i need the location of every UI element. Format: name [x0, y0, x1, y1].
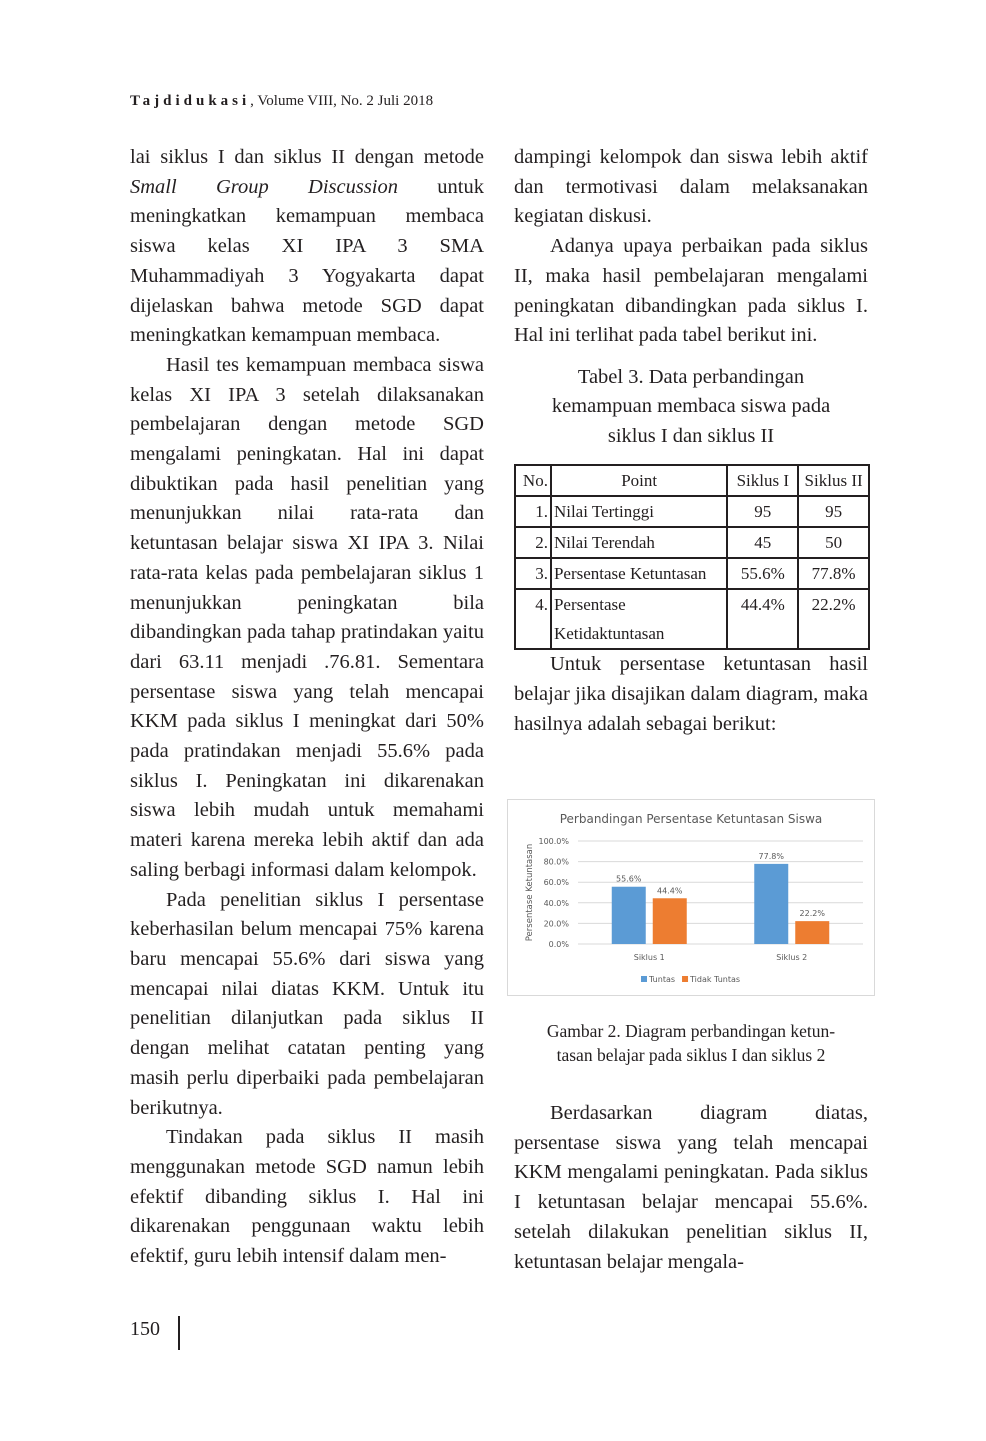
header-siklus-2: Siklus II — [798, 465, 869, 496]
bar — [653, 898, 687, 944]
running-head — [130, 93, 433, 110]
paragraph-5: dampingi kelompok dan siswa lebih aktif dan termotivasi dalam melaksanakan kegiatan diskusi. — [514, 146, 868, 228]
y-tick-label: 100.0% — [538, 837, 569, 846]
y-tick-label: 60.0% — [543, 878, 569, 888]
paragraph-3: Pada penelitian siklus I persentase keberhasilan belum mencapai 75% karena baru mencapai 55.6% dari siswa yang mencapai nilai diatas KKM. Untuk itu penelitian dilanjutkan pada siklus II dengan melihat catatan penting yang masih perlu diperbaiki pada pembelajaran berikutnya. — [130, 888, 484, 1119]
page-number-rule — [178, 1316, 180, 1350]
bar — [612, 887, 646, 944]
y-tick-label: 40.0% — [543, 898, 569, 908]
page-number: 150 — [130, 1318, 160, 1340]
table-row: 3. Persentase Ketuntasan 55.6% 77.8% — [515, 558, 869, 589]
legend-label: Tuntas — [649, 975, 676, 984]
y-axis-label: Persentase Ketuntasan — [525, 843, 535, 942]
comparison-table — [514, 464, 870, 650]
paragraph-4: Tindakan pada siklus II masih menggunakan metode SGD namun lebih efektif dibanding siklus I. Hal ini dikarenakan penggunaan waktu lebih efektif, guru lebih intensif dalam men- — [130, 1126, 484, 1268]
bar — [795, 921, 829, 944]
bar — [754, 864, 788, 944]
x-tick-label: Siklus 1 — [633, 953, 665, 962]
left-column — [130, 143, 484, 1272]
journal-name: Tajdidukasi — [130, 93, 251, 109]
paragraph-1: lai siklus I dan siklus II dengan metode Small Group Discussion untuk meningkatkan kemampuan membaca siswa kelas XI IPA 3 SMA Muhammadiyah 3 Yogyakarta dapat dijelaskan bahwa metode SGD dapat meningkatkan kemampuan membaca. — [130, 146, 484, 347]
table-row: 4. Persentase Ketidaktuntasan 44.4% 22.2% — [515, 589, 869, 649]
paragraph-2: Hasil tes kemampuan membaca siswa kelas XI IPA 3 setelah dilaksanakan pembelajaran dengan metode SGD mengalami peningkatan. Hal ini dapat dibuktikan pada hasil penelitian yang menunjukkan nilai rata-rata dan ketuntasan belajar siswa XI IPA 3. Nilai rata-rata kelas pada pembelajaran siklus 1 menunjukkan peningkatan bila dibandingkan pada tahap pratindakan yaitu dari 63.11 menjadi .76.81. Sementara persentase siswa yang telah mencapai KKM pada siklus I meningkat dari 50% pada pratindakan menjadi 55.6% pada siklus I. Peningkatan ini dikarenakan siswa lebih mudah untuk memahami materi karena mereka lebih aktif dan ada saling berbagi informasi dalam kelompok. — [130, 353, 484, 881]
table-header-row — [515, 465, 869, 496]
legend-swatch — [682, 976, 688, 982]
table-row: 2. Nilai Terendah 45 50 — [515, 527, 869, 558]
right-column-continued — [514, 1099, 868, 1277]
y-tick-label: 80.0% — [543, 857, 569, 867]
paragraph-7: Untuk persentase ketuntasan hasil belajar jika disajikan dalam diagram, maka hasilnya adalah sebagai berikut: — [514, 653, 868, 735]
legend-swatch — [641, 976, 647, 982]
method-name: Small Group Discussion — [130, 175, 399, 198]
bar-chart — [507, 799, 875, 996]
header-no: No. — [515, 465, 551, 496]
data-label: 22.2% — [799, 909, 825, 919]
chart-svg — [508, 800, 874, 995]
data-label: 44.4% — [657, 886, 683, 896]
table-row: 1. Nilai Tertinggi 95 95 — [515, 496, 869, 527]
chart-title: Perbandingan Persentase Ketuntasan Siswa — [559, 812, 823, 826]
legend-label: Tidak Tuntas — [690, 975, 741, 984]
y-tick-label: 20.0% — [543, 919, 569, 929]
data-label: 55.6% — [616, 874, 642, 884]
y-tick-label: 0.0% — [548, 940, 569, 949]
header-siklus-1: Siklus I — [727, 465, 798, 496]
data-label: 77.8% — [758, 851, 784, 861]
volume-info: , Volume VIII, No. 2 Juli 2018 — [250, 93, 434, 109]
paragraph-8: Berdasarkan diagram diatas, persentase siswa yang telah mencapai KKM mengalami peningkatan. Pada siklus I ketuntasan belajar mencapai 55.6%. setelah dilakukan penelitian siklus II, ketuntasan belajar mengala- — [514, 1102, 868, 1273]
table-caption: Tabel 3. Data perbandingan kemampuan membaca siswa pada siklus I dan siklus II — [551, 365, 831, 447]
figure-caption: Gambar 2. Diagram perbandingan ketun- tasan belajar pada siklus I dan siklus 2 — [546, 1021, 836, 1065]
header-point: Point — [551, 465, 727, 496]
paragraph-6: Adanya upaya perbaikan pada siklus II, maka hasil pembelajaran mengalami peningkatan dibandingkan pada siklus I. Hal ini terlihat pada tabel berikut ini. — [514, 235, 868, 347]
x-tick-label: Siklus 2 — [776, 953, 808, 962]
right-column — [514, 143, 868, 740]
